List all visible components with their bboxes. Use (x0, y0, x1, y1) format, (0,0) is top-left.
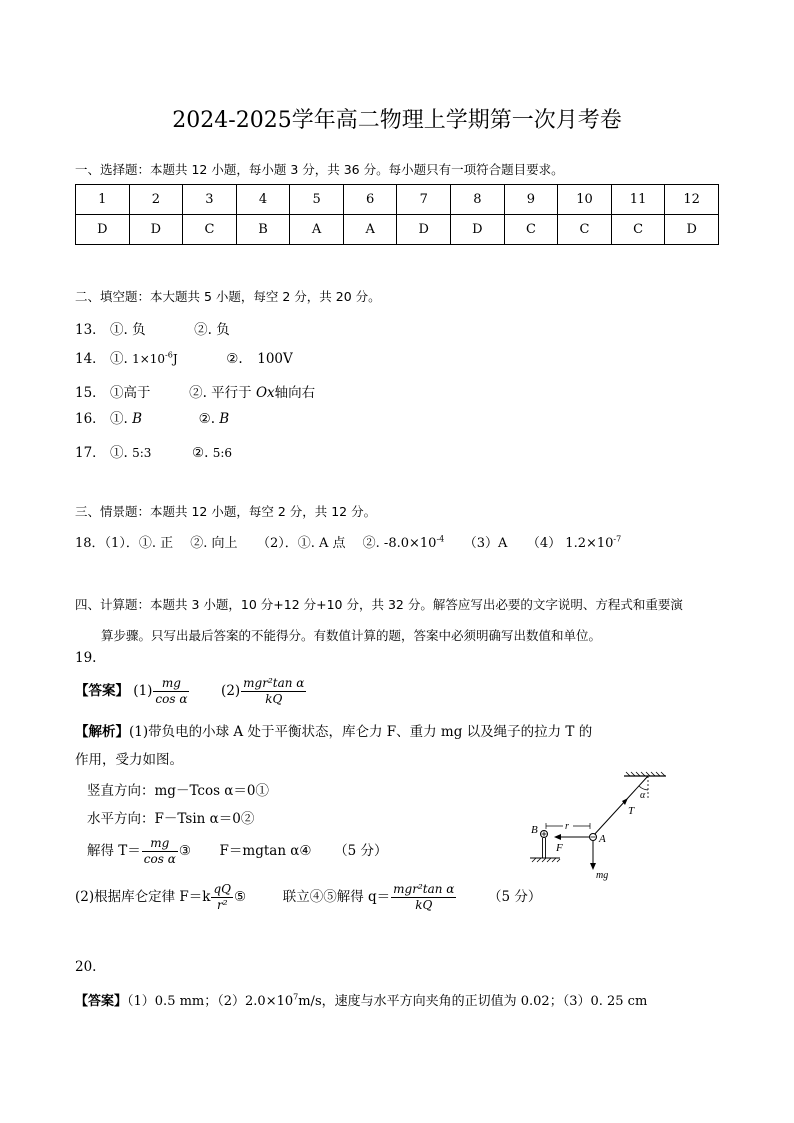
speed-unit: m/s (298, 994, 322, 1009)
table-cell: C (558, 215, 612, 245)
table-cell: 2 (129, 185, 183, 215)
blank-marker: ①. (109, 351, 128, 367)
table-cell: 6 (343, 185, 397, 215)
denominator: kQ (265, 692, 283, 706)
distance-label: r (565, 821, 569, 832)
blank-answer: 负 (132, 322, 146, 338)
axis-label: Ox (255, 385, 275, 401)
q17-line (75, 441, 232, 461)
answer-table (75, 184, 719, 245)
q20-answer (75, 990, 647, 1009)
answer-label: 【答案】 (75, 683, 129, 699)
fraction (142, 836, 178, 867)
blank-answer-tail: 轴向右 (274, 385, 316, 401)
answer-table-number-row (76, 185, 719, 215)
combine-prefix: 联立④⑤解得 q＝ (282, 889, 391, 905)
blank-marker: ②. (226, 351, 243, 367)
section4-heading: 四、计算题：本题共 3 小题，10 分+12 分+10 分，共 32 分。解答应写出必要的文字说明、方程式和重要演 (75, 597, 683, 612)
blank-marker: ①. (109, 322, 128, 338)
table-cell: 3 (183, 185, 237, 215)
numerator: mg (153, 676, 189, 692)
question-number: 16． (75, 411, 106, 427)
equation-coulomb (75, 882, 541, 913)
section3-heading: 三、情景题：本题共 12 小题，每空 2 分，共 12 分。 (75, 504, 377, 519)
table-cell: D (665, 215, 719, 245)
ground-hatch (532, 858, 560, 862)
q20-number: 20. (75, 959, 97, 975)
exponent: -4 (436, 534, 445, 544)
alpha-label: α (640, 790, 646, 801)
answer-label: 【答案】 (75, 994, 128, 1009)
blank-marker: ① (109, 385, 124, 401)
q19-analysis-line2: 作用，受力如图。 (75, 752, 183, 768)
mg-label: mg (596, 870, 609, 881)
part-label: (2) (221, 683, 241, 699)
fraction (153, 676, 189, 707)
blank-answer: 100V (257, 351, 293, 367)
label-a: A (599, 833, 606, 845)
blank-answer: 5:3 (132, 446, 152, 460)
equation-horizontal: 水平方向：F－Tsin α＝0② (87, 811, 255, 827)
blank-marker: ②. (198, 411, 215, 427)
q18-line (75, 532, 621, 551)
table-cell: C (611, 215, 665, 245)
coulomb-arrow (554, 834, 561, 840)
q16-line (75, 407, 229, 427)
exponent: -6 (165, 350, 173, 360)
table-cell: 10 (558, 185, 612, 215)
blank-marker: ①. (109, 411, 128, 427)
numerator: mg (142, 836, 178, 852)
equation-vertical: 竖直方向：mg－Tcos α＝0① (87, 783, 270, 799)
denominator: cos α (155, 692, 188, 706)
table-cell: 12 (665, 185, 719, 215)
equation-mark: ③ (178, 843, 191, 859)
label-b: B (531, 824, 538, 836)
table-cell: 9 (504, 185, 558, 215)
table-cell: D (76, 215, 130, 245)
exponent: -7 (613, 534, 622, 544)
blank-answer: 高于 (123, 385, 151, 401)
score: （5 分） (334, 843, 388, 859)
table-cell: C (183, 215, 237, 245)
coulomb-prefix: (2)根据库仑定律 F＝k (75, 889, 211, 905)
tension-label: T (628, 805, 635, 817)
question-number: 14． (75, 351, 106, 367)
table-cell: D (129, 215, 183, 245)
section4-heading-cont: 算步骤。只写出最后答案的不能得分。有数值计算的题，答案中必须明确写出数值和单位。 (101, 628, 602, 643)
table-cell: 7 (397, 185, 451, 215)
speed-value: 2.0×10 (245, 994, 294, 1009)
blank-answer: 1×10 (132, 352, 166, 366)
unit: J (172, 352, 178, 366)
answer-text: ，速度与水平方向夹角的正切值为 0.02；（3）0. 25 cm (321, 994, 648, 1009)
q14-line (75, 347, 293, 367)
fraction (211, 882, 233, 913)
table-cell: B (236, 215, 290, 245)
analysis-label: 【解析】 (75, 724, 129, 740)
blank-marker: ②. (194, 322, 212, 338)
equation-f: F＝mgtan α④ (219, 843, 312, 859)
blank-answer: 负 (216, 322, 230, 338)
table-cell: C (504, 215, 558, 245)
q19-answer (75, 676, 307, 707)
analysis-text: (1)带负电的小球 A 处于平衡状态，库仑力 F、重力 mg 以及绳子的拉力 T 的 (129, 724, 593, 740)
exponent: 7 (293, 992, 299, 1002)
question-number: 17． (75, 445, 106, 461)
blank-answer: 5:6 (212, 446, 232, 460)
numerator: qQ (213, 882, 231, 896)
q19-analysis-line1 (75, 720, 592, 740)
force-diagram (520, 770, 680, 885)
q18-answers-cont: （3）A （4） 1.2×10 (444, 536, 614, 551)
score: （5 分） (487, 889, 542, 905)
denominator: kQ (415, 898, 433, 912)
blank-answer: B (219, 411, 230, 427)
gravity-arrow (590, 863, 596, 870)
table-cell: 1 (76, 185, 130, 215)
table-cell: 4 (236, 185, 290, 215)
string (593, 776, 648, 836)
table-cell: D (397, 215, 451, 245)
fraction (391, 882, 456, 913)
table-cell: 5 (290, 185, 344, 215)
denominator: cos α (143, 852, 176, 866)
denominator: r² (216, 898, 228, 912)
answer-table-answer-row (76, 215, 719, 245)
section2-heading: 二、填空题：本大题共 5 小题，每空 2 分，共 20 分。 (75, 289, 381, 304)
page-title: 2024-2025学年高二物理上学期第一次月考卷 (172, 108, 622, 133)
section1-heading: 一、选择题：本题共 12 小题，每小题 3 分，共 36 分。每小题只有一项符合题目要求。 (75, 162, 564, 177)
question-number: 15． (75, 385, 106, 401)
numerator: mgr²tan α (243, 676, 305, 690)
solve-prefix: 解得 T＝ (87, 843, 141, 859)
table-cell: 11 (611, 185, 665, 215)
part-label: (1) (133, 683, 153, 699)
question-number: 13． (75, 322, 106, 338)
blank-answer: B (132, 411, 142, 427)
blank-answer: 平行于 (211, 385, 252, 401)
fraction (241, 676, 306, 707)
blank-marker: ②. (189, 385, 207, 401)
table-cell: A (290, 215, 344, 245)
numerator: mgr²tan α (393, 882, 455, 896)
q19-number: 19. (75, 650, 97, 666)
force-label: F (556, 842, 563, 854)
blank-marker: ①. (109, 445, 128, 461)
q15-line (75, 381, 315, 401)
table-cell: A (343, 215, 397, 245)
answer-text: （1）0.5 mm；（2） (127, 994, 246, 1009)
q18-answers: 18．（1）．①. 正 ②. 向上 （2）．①. A 点 ②. -8.0×10 (75, 536, 437, 551)
q13-line (75, 318, 230, 338)
equation-mark: ⑤ (234, 889, 247, 905)
blank-marker: ②. (191, 445, 209, 461)
equation-solve (87, 836, 388, 867)
table-cell: D (451, 215, 505, 245)
table-cell: 8 (451, 185, 505, 215)
